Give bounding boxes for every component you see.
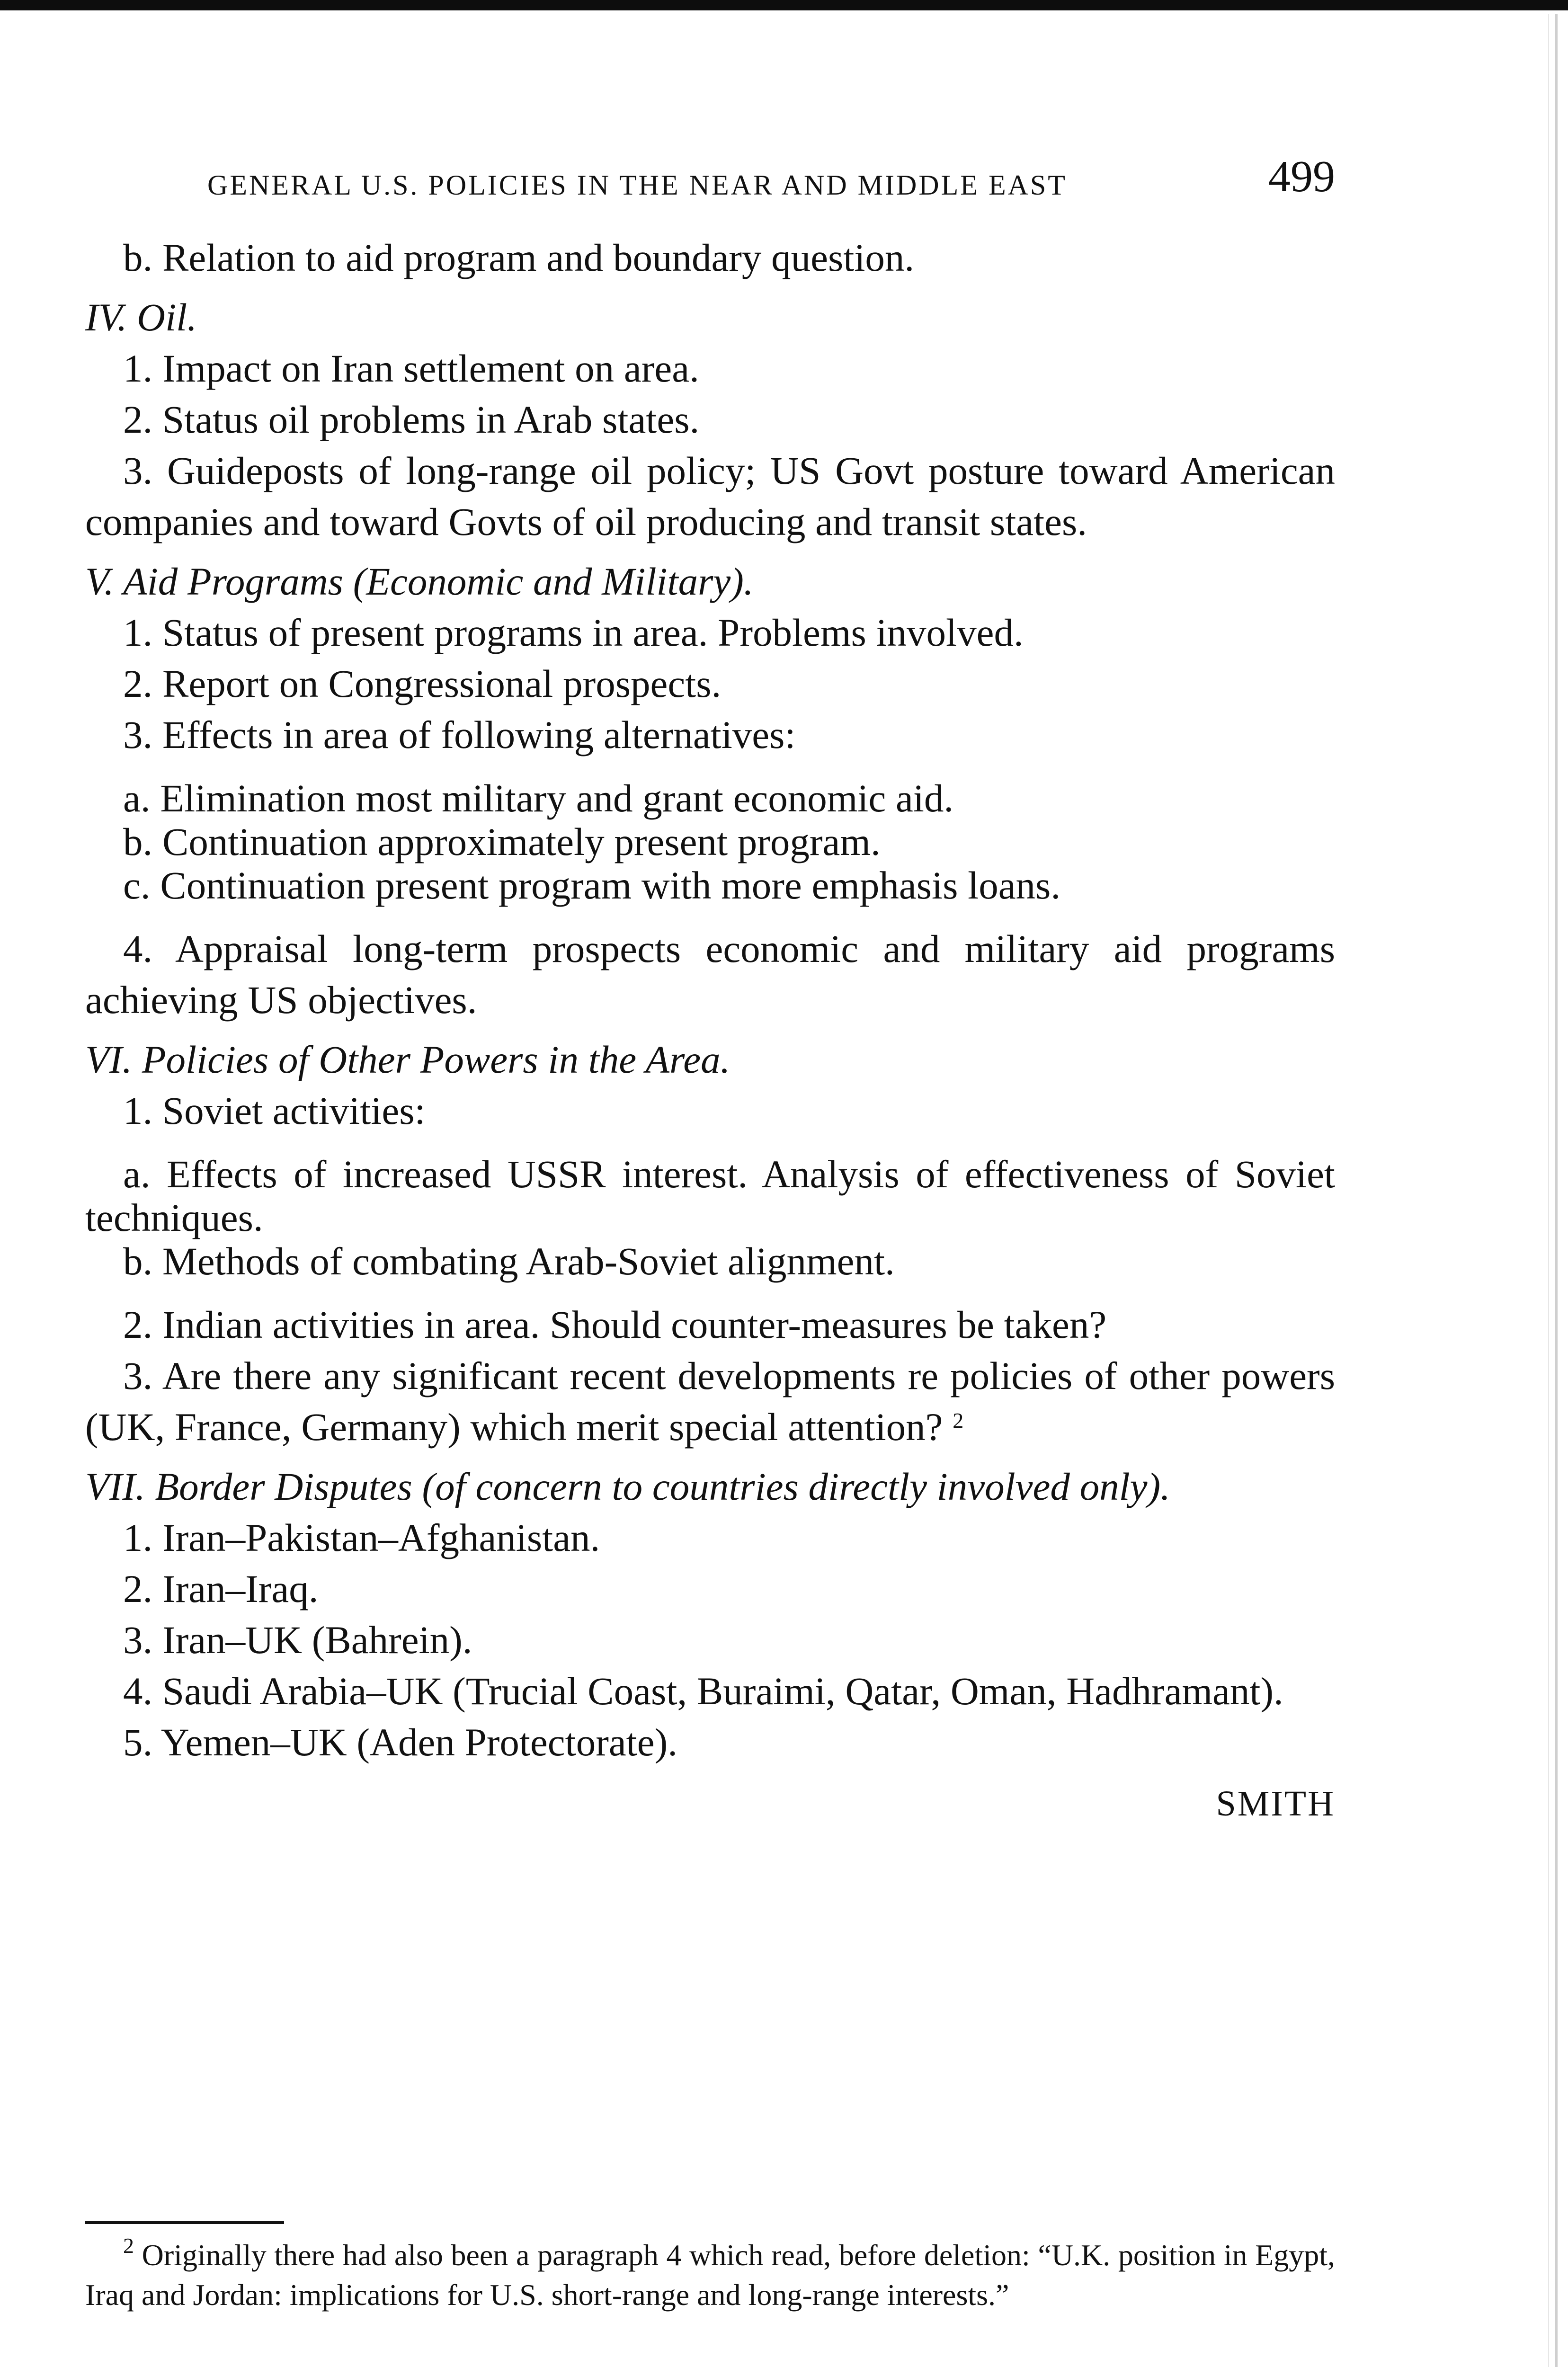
paragraph-relation: b. Relation to aid program and boundary question. [123,236,915,279]
list-item: 2. Indian activities in area. Should counter-measures be taken? [123,1303,1107,1346]
section-heading-other-powers: VI. Policies of Other Powers in the Area. [85,1038,731,1081]
running-title: GENERAL U.S. POLICIES IN THE NEAR AND MIDDLE EAST [207,169,1067,201]
page-right-edge-shadow [1548,14,1549,2367]
page-number: 499 [1268,152,1335,201]
signature: SMITH [1216,1784,1335,1824]
sub-list-item: b. Continuation approximately present program. [123,820,881,863]
footnote-reference: 2 [953,1408,964,1433]
list-item: 1. Status of present programs in area. Problems involved. [123,611,1024,654]
page-right-edge [1555,14,1558,2367]
footnote [85,2235,1335,2315]
list-item: 4. Appraisal long-term prospects economic and military aid programs achieving US objectives. [85,927,1335,1022]
list-item: 5. Yemen–UK (Aden Protectorate). [123,1720,677,1764]
list-item: 1. Soviet activities: [123,1089,426,1132]
sub-list [85,776,1335,907]
section-heading-aid-programs: V. Aid Programs (Economic and Military). [85,560,754,603]
section-heading-oil: IV. Oil. [85,295,197,339]
footnote-marker: 2 [123,2234,134,2258]
list-item: 3. Iran–UK (Bahrein). [123,1618,472,1662]
list-item: 3. Guideposts of long-range oil policy; US Govt posture toward American companies and toward Govts of oil producing and transit states. [85,449,1335,543]
footnote-rule [85,2221,284,2224]
list-item: 2. Report on Congressional prospects. [123,662,722,705]
sub-list-item: a. Elimination most military and grant economic aid. [123,776,954,820]
body-text [85,232,1335,1829]
sub-list-item: a. Effects of increased USSR interest. Analysis of effectiveness of Soviet techniques. [85,1152,1335,1239]
footnote-text: Originally there had also been a paragraph 4 which read, before deletion: “U.K. position in Egypt, Iraq and Jordan: implications for U.S. short-range and long-range interests.” [85,2238,1336,2312]
list-item: 1. Iran–Pakistan–Afghanistan. [123,1516,600,1559]
section-heading-border-disputes: VII. Border Disputes (of concern to countries directly involved only). [85,1465,1170,1508]
list-item-text: 3. Are there any significant recent developments re policies of other powers (UK, France, Germany) which merit special attention? [85,1354,1335,1449]
list-item: 1. Impact on Iran settlement on area. [123,347,699,390]
sub-list-item: b. Methods of combating Arab-Soviet alignment. [123,1239,895,1283]
list-item: 4. Saudi Arabia–UK (Trucial Coast, Buraimi, Qatar, Oman, Hadhramant). [123,1669,1283,1713]
page-top-edge [0,0,1568,10]
list-item: 2. Iran–Iraq. [123,1567,319,1611]
sub-list-item: c. Continuation present program with more emphasis loans. [123,863,1061,907]
list-item: 2. Status oil problems in Arab states. [123,398,700,441]
list-item: 3. Effects in area of following alternatives: [123,713,796,756]
sub-list [85,1152,1335,1283]
list-item [85,1350,1335,1452]
running-head [85,151,1335,207]
